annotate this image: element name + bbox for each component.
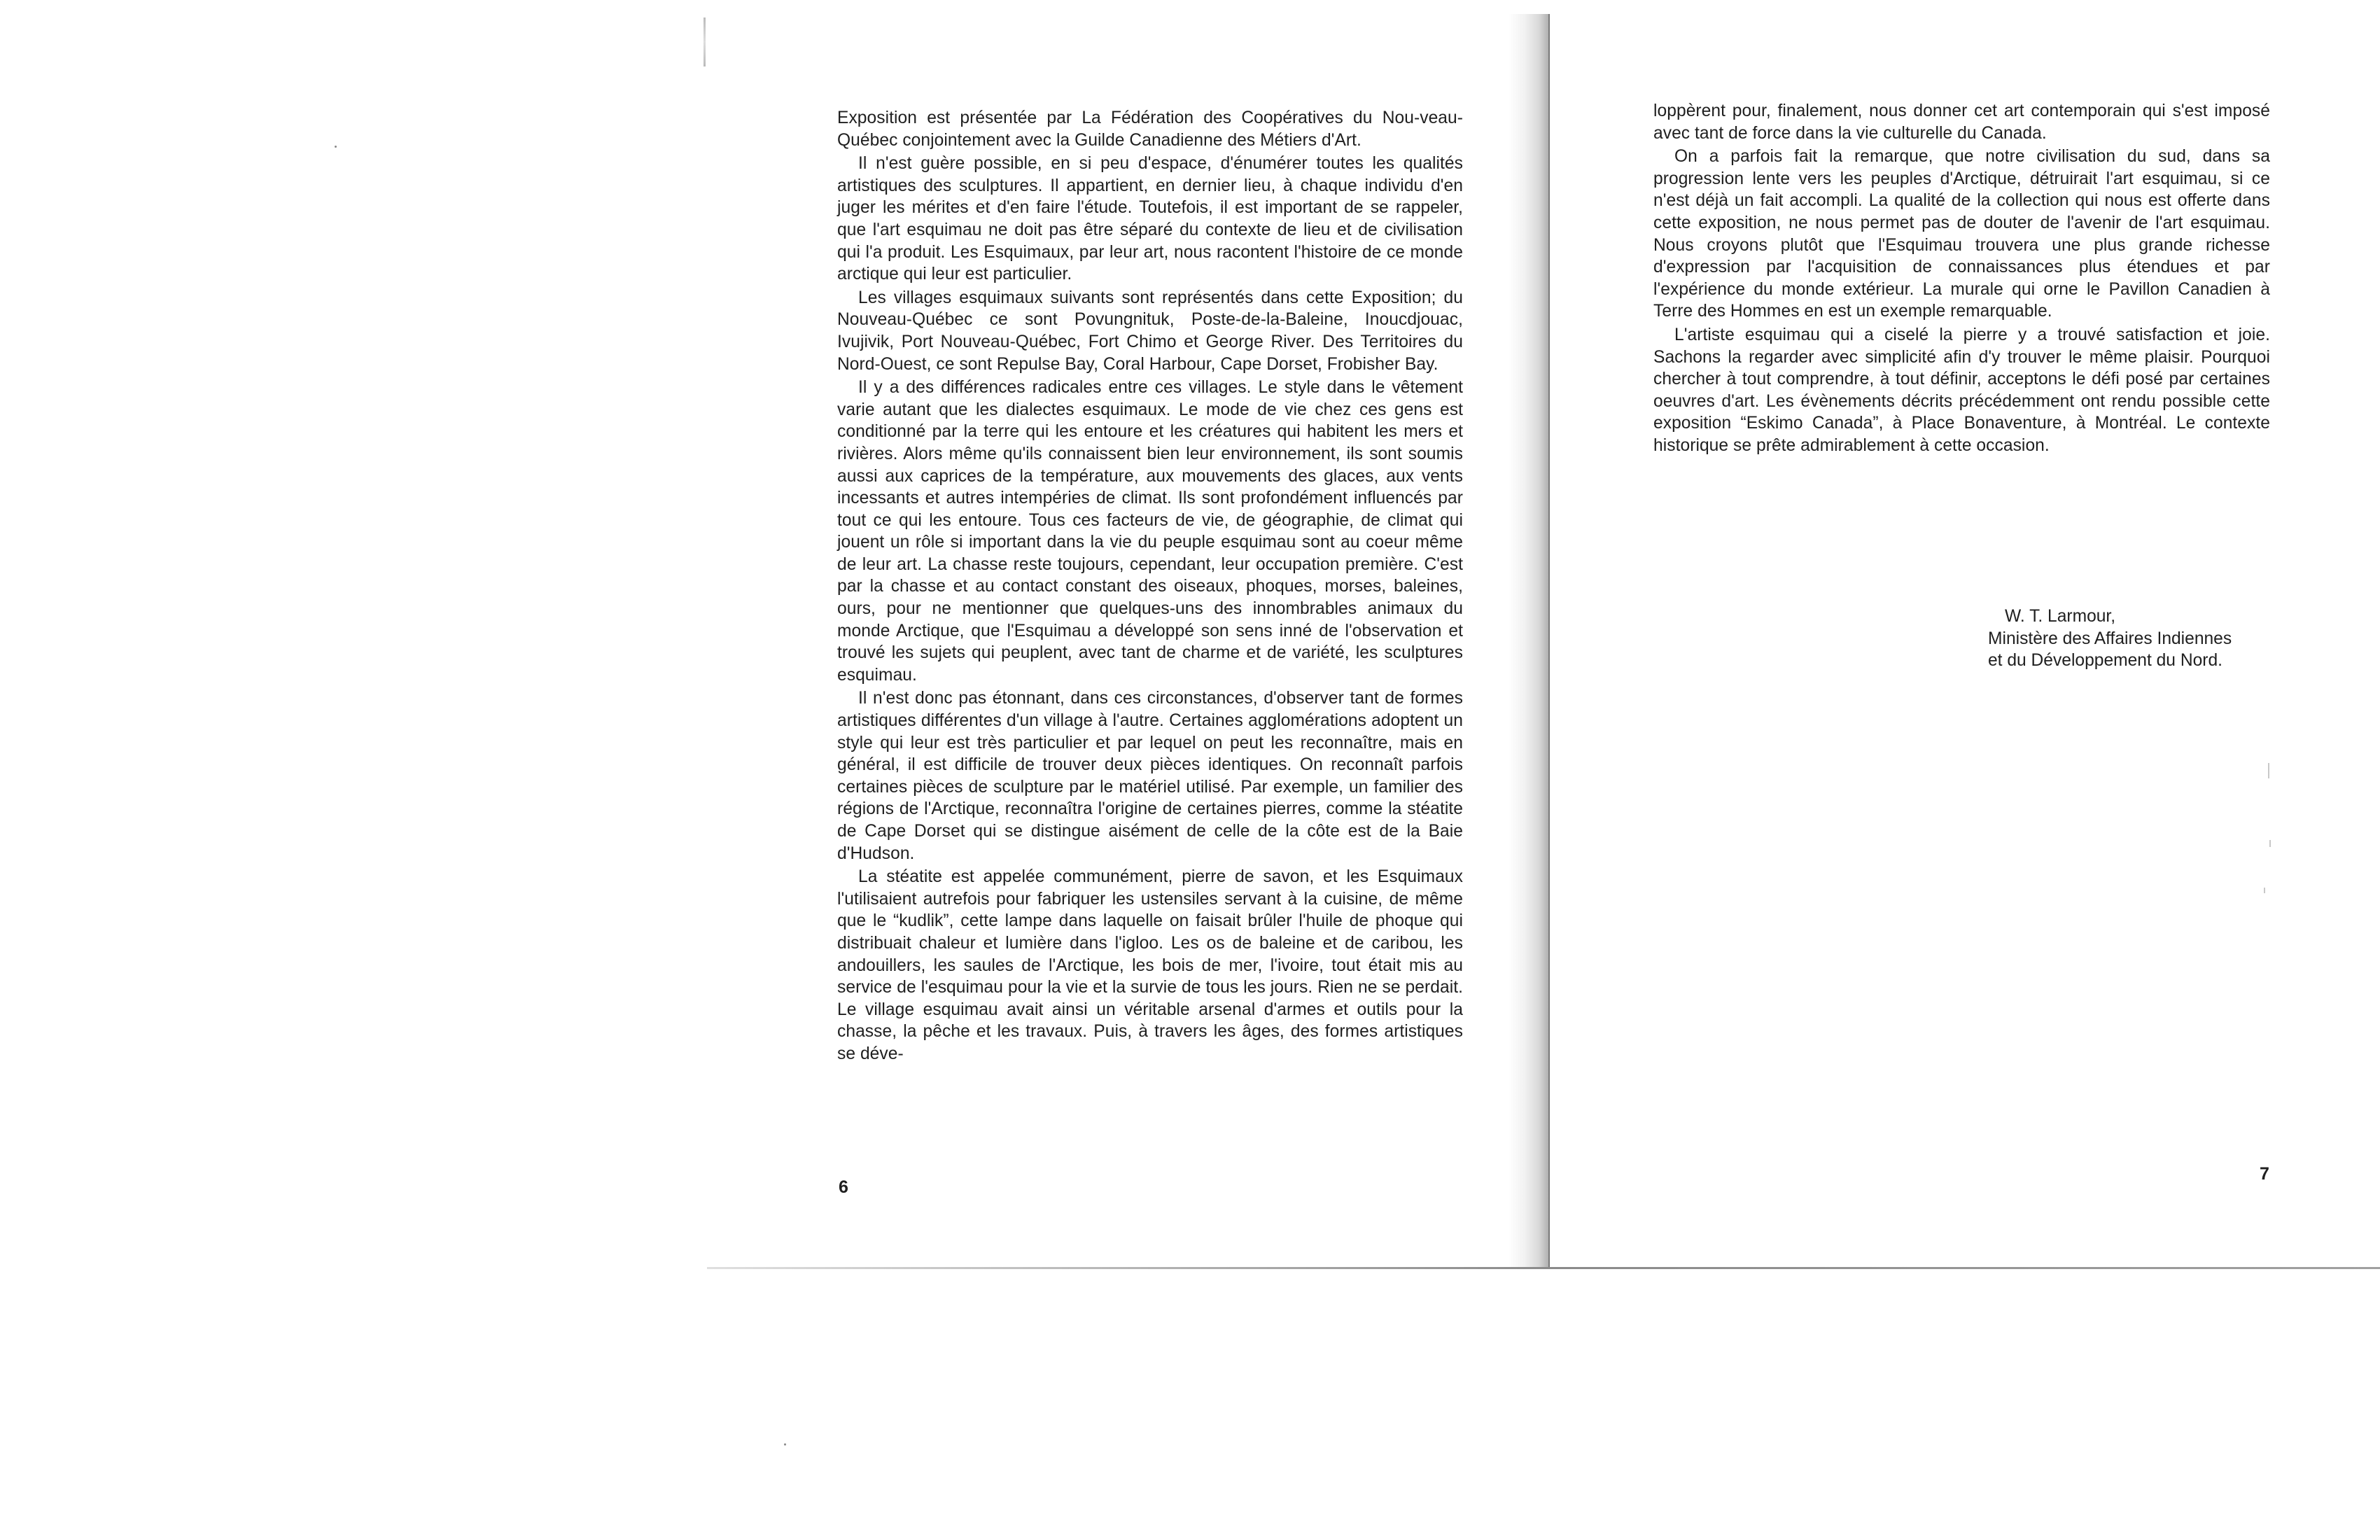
signature-title-line: et du Développement du Nord. [1988,651,2222,671]
paragraph: loppèrent pour, finalement, nous donner cet art contemporain qui s'est imposé avec tant de force dans la vie culturelle du Canada. [1653,102,2270,143]
left-page-body-text [837,107,1463,1067]
paragraph: On a parfois fait la remarque, que notre civilisation du sud, dans sa progression lente vers les peuples d'Arctique, détruirait l'art esquimau, si ce n'est déjà un fait accompli. La qualité de la collection qui nous est offerte dans cette exposition, ne nous permet pas de douter de l'avenir de l'art esquimau. Nous croyons plutôt que l'Esquimau trouvera une plus grande richesse d'expression par l'acquisition de connaissances plus étendues et par l'expérience du monde extérieur. La murale qui orne le Pavillon Canadien à Terre des Hommes en est un exemple remarquable. [1653,147,2270,321]
right-page-body-text [1653,100,2270,458]
scan-speck [335,146,337,148]
right-page [1547,0,2380,1274]
paragraph: Il y a des différences radicales entre ces villages. Le style dans le vêtement varie autant que les dialectes esquimaux. Le mode de vie chez ces gens est conditionné par la terre qui les entoure et les créatures qui habitent les mers et rivières. Alors même qu'ils connaissent bien leur environnement, ils sont soumis aussi aux caprices de la température, aux mouvements des glaces, aux vents incessants et autres intempéries de climat. Ils sont profondément influencés par tout ce qui les entoure. Tous ces facteurs de vie, de géographie, de climat qui jouent un rôle si important dans la vie du peuple esquimau sont au coeur même de leur art. La chasse reste toujours, cependant, leur occupation première. C'est par la chasse et au contact constant des oiseaux, phoques, morses, baleines, ours, pour ne mentionner que quelques-uns des innombrables animaux du monde Arctique, que l'Esquimau a développé son sens inné de l'observation et trouvé les sujets qui peuplent, avec tant de charme et de variété, les sculptures esquimau. [837,378,1463,685]
paragraph: Les villages esquimaux suivants sont représentés dans cette Exposition; du Nouveau-Québec ce sont Povungnituk, Poste-de-la-Baleine, Inoucdjouac, Ivujivik, Port Nouveau-Québec, Fort Chimo et George River. Des Territoires du Nord-Ouest, ce sont Repulse Bay, Coral Harbour, Cape Dorset, Frobisher Bay. [837,288,1463,374]
signature-block [1988,606,2232,672]
signature-name: W. T. Larmour, [2005,607,2116,626]
paragraph: Exposition est présentée par La Fédération des Coopératives du Nou-veau-Québec conjointement avec la Guilde Canadienne des Métiers d'Art. [837,108,1463,150]
page-number: 7 [2260,1164,2269,1184]
left-page [700,0,1547,1274]
paragraph: L'artiste esquimau qui a ciselé la pierre y a trouvé satisfaction et joie. Sachons la regarder avec simplicité afin d'y trouver le même plaisir. Pourquoi chercher à tout comprendre, à tout définir, acceptons le défi posé par certaines oeuvres d'art. Les évènements décrits précédemment ont rendu possible cette exposition “Eskimo Canada”, à Place Bonaventure, à Montréal. Le contexte historique se prête admirablement à cette occasion. [1653,325,2270,455]
paragraph: La stéatite est appelée communément, pierre de savon, et les Esquimaux l'utilisaient autrefois pour fabriquer les ustensiles servant à la cuisine, de même que le “kudlik”, cette lampe dans laquelle on faisait brûler l'huile de phoque qui distribuait chaleur et lumière dans l'igloo. Les os de baleine et de caribou, les andouillers, les saules de l'Arctique, les bois de mer, l'ivoire, tout était mis au service de l'esquimau pour la vie et la survie de tous les jours. Rien ne se perdait. Le village esquimau avait ainsi un véritable arsenal d'armes et outils pour la chasse, la pêche et les travaux. Puis, à travers les âges, des formes artistiques se déve- [837,867,1463,1063]
scan-speck [784,1443,786,1446]
paragraph: Il n'est donc pas étonnant, dans ces circonstances, d'observer tant de formes artistiques différentes d'un village à l'autre. Certaines agglomérations adoptent un style qui leur est très particulier et par lequel on peut les reconnaître, mais en général, il est difficile de trouver deux pièces identiques. On reconnaît parfois certaines pièces de sculpture par le matériel utilisé. Par exemple, un familier des régions de l'Arctique, reconnaîtra l'origine de certaines pierres, comme la stéatite de Cape Dorset qui se distingue aisément de celle de la côte est de la Baie d'Hudson. [837,689,1463,863]
page-number: 6 [839,1177,848,1197]
signature-title-line: Ministère des Affaires Indiennes [1988,629,2232,648]
paragraph: Il n'est guère possible, en si peu d'espace, d'énumérer toutes les qualités artistiques des sculptures. Il appartient, en dernier lieu, à chaque individu d'en juger les mérites et d'en faire l'étude. Toutefois, il est important de se rappeler, que l'art esquimau ne doit pas être séparé du contexte de lieu et de civilisation qui l'a produit. Les Esquimaux, par leur art, nous racontent l'histoire de ce monde arctique qui leur est particulier. [837,154,1463,284]
